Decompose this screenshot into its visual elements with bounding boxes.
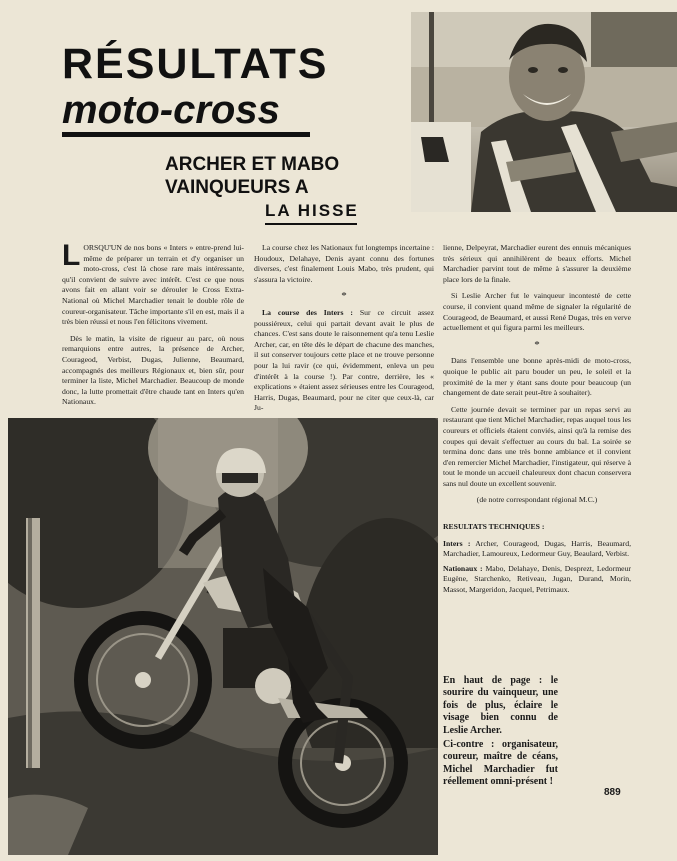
article-paragraph: Cette journée devait se terminer par un repas servi au restaurant que tient Michel Marchadier, repas auquel tous les coureurs et officiels étaient conviés, ainsi qu'à la remise des coupes qui devait s'effectuer au cours du bal. La soirée se termina donc dans une très bonne ambiance et il convient d'en remercier Michel Marchadier, l'instigateur, qui réserve à tout le monde un accueil chaleureux dont chacun conservera sans nul doute un excellent souvenir. [443, 404, 631, 488]
correspondent-signature: (de notre correspondant régional M.C.) [476, 495, 598, 505]
results-heading: RESULTATS TECHNIQUES : [443, 522, 545, 532]
article-column-2 [254, 243, 434, 420]
photo-caption [443, 675, 558, 791]
results-inters-label: Inters : [443, 538, 471, 548]
motocross-rider-photo [8, 418, 438, 855]
results-inters-list: Archer, Courageod, Dugas, Harris, Beaumard, Marchadier, Lamoureux, Ledormeur Guy, Beaulard, Verbist. [443, 538, 631, 559]
article-paragraph [254, 308, 434, 414]
article-paragraph: Dès le matin, la visite de rigueur au parc, où nous remarquions entre autres, la présence de Archer, Courageod, Verbist, Dugas, Julienne, Beaumard, accompagnés des meilleurs Régionaux et, bien sûr, pour terminer la liste, Michel Marchadier. Beaucoup de monde donc, la lutte promettait d'être chaude tant en Inters qu'en Nationaux. [62, 333, 244, 407]
article-paragraph: Dans l'ensemble une bonne après-midi de moto-cross, quoique le public ait paru bouder un peu, le soleil et la proximité de la mer y étant sans doute pour beaucoup (un changement de date serait peut-être à souhaiter). [443, 356, 631, 398]
article-paragraph: La course chez les Nationaux fut longtemps incertaine : Houdoux, Delahaye, Denis ayant connu des fortunes diverses, c'est finalement Louis Mabo, très prudent, qui s'assura la victoire. [254, 243, 434, 284]
headline-moto-cross: moto-cross [62, 88, 280, 132]
article-column-3 [443, 243, 631, 600]
article-intro-text: ORSQU'UN de nos bons « Inters » entre-prend lui-même de préparer un terrain et d'y organiser un moto-cross, c'est là chose rare mais intéressante, qu'il convient de suivre avec intérêt. C'est ce que nous avons fait en allant voir se dérouler le Cross Extra-National où Michel Marchadier tenait le double rôle de coureur-organisateur. Tâche importante s'il en est, mais il a très bien réussi et nous l'en félicitons vivement. [62, 243, 244, 327]
results-nationaux-label: Nationaux : [443, 563, 483, 573]
article-paragraph [62, 239, 244, 328]
headline-resultats: RÉSULTATS [62, 40, 329, 88]
technical-results [443, 522, 631, 596]
winner-portrait-photo [411, 12, 677, 212]
section-star: * [341, 290, 347, 303]
article-paragraph: Si Leslie Archer fut le vainqueur incontesté de cette course, il convient quand même de signaler la régularité de Courageod, de Beaumard, et aussi René Dugas, très en verve actuellement et qui figura parmi les meilleurs. [443, 291, 631, 333]
page-number: 889 [604, 787, 621, 798]
subheadline-line-2: VAINQUEURS A [165, 177, 309, 198]
motocross-rider-illustration [8, 418, 438, 855]
article-text: Sur ce circuit assez poussiéreux, celui qui partait devant avait le plus de chances. C'est sans doute le raisonnement qu'a tenu Leslie Archer, car, en tête dès le départ de chacune des manches, il sut conserver toujours cette place et ne trouve personne pour la lui ravir (ce qui, évidemment, enleva un peu d'intérêt à la course !). Par contre, derrière, les « explications » étaient assez sérieuses entre les Courageod, Harris, Dugas, Beaumard, pour ne citer que ceux-là, car Ju- [254, 307, 434, 413]
section-star: * [534, 338, 540, 351]
subheadline-underline [265, 223, 357, 225]
results-nationaux [443, 564, 631, 596]
subheadline [165, 153, 339, 199]
headline-rule [62, 132, 310, 137]
subheadline-line-1: ARCHER ET MABO [165, 154, 340, 175]
winner-portrait-illustration [411, 12, 677, 212]
caption-top-photo: En haut de page : le sourire du vainqueur, une fois de plus, éclaire le visage bien connu de Leslie Archer. [443, 675, 558, 736]
drop-cap: L [62, 239, 81, 272]
results-inters [443, 539, 631, 560]
results-nationaux-list: Mabo, Delahaye, Denis, Desprezt, Ledormeur Eugène, Starchenko, Retiveau, Jugan, Durand, Morin, Massot, Margeridon, Jacquel, Petrimaux. [443, 563, 631, 595]
caption-bottom-photo: Ci-contre : organisateur, coureur, maître de céans, Michel Marchadier fut réellement omni-présent ! [443, 739, 558, 788]
section-lead: La course des Inters : [262, 307, 353, 317]
article-paragraph: lienne, Delpeyrat, Marchadier eurent des ennuis mécaniques très sérieux qui annihilèrent de beaux efforts. Michel Marchadier parvint tout de même à s'assurer la deuxième place lors de la finale. [443, 243, 631, 284]
article-column-1 [62, 239, 244, 414]
subheadline-line-3: LA HISSE [265, 201, 359, 220]
